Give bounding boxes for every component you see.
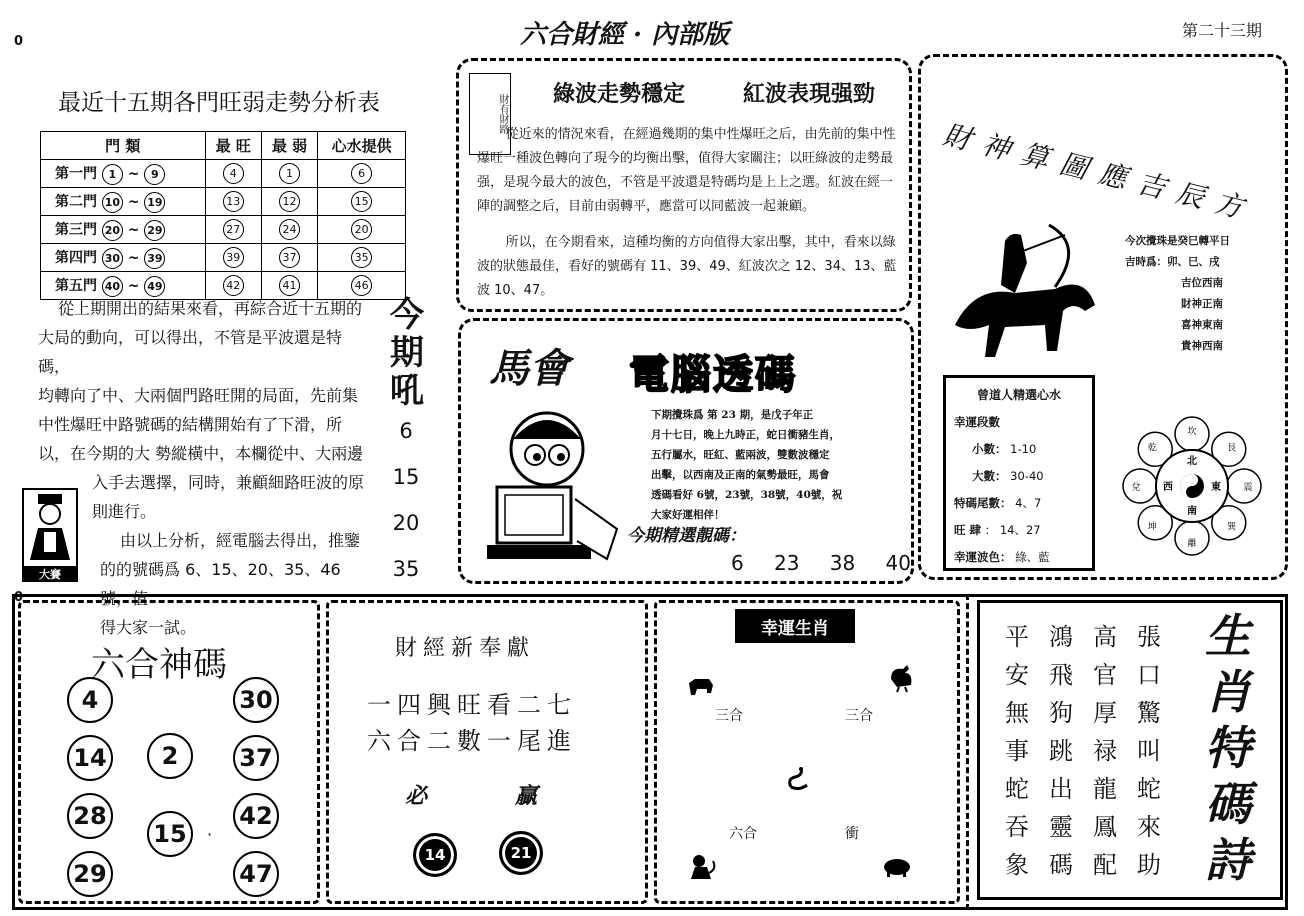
fortune-info-line: 貴神西南	[1181, 340, 1223, 352]
col-header: 心水提供	[318, 132, 406, 160]
poem-title-char: 特	[1205, 721, 1251, 775]
zodiac-label: 三合	[715, 708, 743, 724]
col-header: 最 弱	[261, 132, 317, 160]
lucky-list	[946, 409, 1092, 571]
poem-char: 鴻	[1049, 623, 1073, 651]
today-shout-title	[384, 296, 430, 410]
gate-cell	[41, 188, 206, 216]
poem-char: 事	[1005, 737, 1029, 765]
circled-number: 6	[351, 163, 372, 184]
circled-number: 12	[279, 191, 300, 212]
bagua-direction: 東	[1211, 482, 1221, 493]
poem-char: 跳	[1049, 737, 1073, 765]
poem-title-char: 碼	[1205, 777, 1251, 831]
bagua-compass-icon	[1117, 413, 1267, 559]
god-number: 30	[233, 677, 279, 723]
lucky-value: 綠、藍	[1011, 550, 1050, 564]
bagua-petal-label: 兌	[1131, 483, 1141, 493]
bagua-petal-label: 離	[1187, 539, 1197, 549]
gate-cell	[41, 160, 206, 188]
shout-char: 今	[390, 295, 424, 335]
poem-text	[1005, 618, 1161, 884]
circled-number: 13	[223, 191, 244, 212]
god-number: 29	[67, 851, 113, 897]
circled-number: 1	[279, 163, 300, 184]
lucky-label: 幸運段數	[954, 415, 1000, 429]
poem-title	[1205, 608, 1251, 888]
bagua-petal-label: 乾	[1147, 443, 1157, 454]
poem-char: 平	[1005, 623, 1029, 651]
lucky-ball: 21	[499, 831, 543, 875]
poem-char: 象	[1005, 851, 1029, 879]
table-row	[41, 244, 406, 272]
shout-char: 期	[390, 333, 424, 373]
poem-column	[1005, 618, 1029, 884]
poem-char: 靈	[1049, 813, 1073, 841]
bagua-petal-label: 震	[1243, 483, 1253, 493]
analysis-line: 的的號碼爲 6、15、20、35、46號，值	[100, 560, 341, 608]
fortune-box	[918, 54, 1288, 580]
circled-number: 37	[279, 247, 300, 268]
poem-column	[1093, 618, 1117, 884]
fortune-info	[1117, 231, 1287, 357]
value-cell	[261, 160, 317, 188]
god-number: 42	[233, 793, 279, 839]
value-cell	[205, 244, 261, 272]
ying-char: 贏	[515, 783, 538, 809]
circled-number: 10	[102, 192, 123, 213]
lucky-row	[946, 463, 1092, 490]
circled-number: 20	[102, 220, 123, 241]
wave-paragraph: 從近來的情況來看，在經過幾期的集中性爆旺之后，由先前的集中性爆旺一種波色轉向了現今的均衡出擊，值得大家關注；以旺綠波的走勢最强，是現今最大的波色，不管是平波還是特碼均是上上之選。紅波在經一陣的調整之后，目前由弱轉平，應當可以同藍波一起兼顧。	[477, 127, 896, 214]
lucky-label: 旺 肆	[954, 523, 982, 537]
poem-char: 狗	[1049, 699, 1073, 727]
zodiac-label: 衝	[845, 826, 859, 842]
circled-number: 49	[144, 276, 165, 297]
value-cell	[318, 244, 406, 272]
lucky-panel	[943, 375, 1095, 571]
value-cell	[318, 160, 406, 188]
table-row	[41, 188, 406, 216]
circled-number: 39	[223, 247, 244, 268]
god-number: 2	[147, 733, 193, 779]
pig-icon	[881, 857, 913, 879]
poem-box	[966, 594, 1288, 910]
poem-char: 吞	[1005, 813, 1029, 841]
wave-article-box	[456, 58, 912, 312]
col-header: 最 旺	[205, 132, 261, 160]
archer-horse-icon	[945, 215, 1113, 361]
wealth-stamp: 財有財路	[469, 73, 511, 155]
gate-name: 第二門	[55, 193, 102, 210]
badge-caption: 大賽	[24, 566, 76, 582]
pick-number: 23	[774, 551, 800, 575]
lucky-value: ： 14、27	[981, 523, 1041, 537]
corner-mark: 0	[14, 590, 24, 605]
analysis-line: 則進行。	[92, 502, 157, 521]
shout-number: 6	[399, 419, 413, 443]
snake-icon	[785, 765, 813, 793]
lucky-label: 特碼尾數：	[954, 496, 1012, 510]
circled-number: 41	[279, 275, 300, 296]
poem-char: 碼	[1049, 851, 1073, 879]
circled-number: 40	[102, 276, 123, 297]
computer-pick-box	[458, 318, 914, 584]
value-cell	[261, 188, 317, 216]
computer-line: 五行屬水，旺紅、藍兩波，雙數波穩定	[651, 449, 830, 461]
poem-char: 鳳	[1093, 813, 1117, 841]
lucky-title: 曾道人精選心水	[976, 388, 1061, 402]
circled-number: 20	[351, 219, 372, 240]
poem-char: 安	[1005, 661, 1029, 689]
computer-title-left: 馬會	[489, 345, 569, 392]
poem-title-char: 詩	[1205, 833, 1251, 887]
gate-cell	[41, 244, 206, 272]
ox-icon	[687, 675, 715, 697]
computer-line: 大家好運相伴！	[651, 509, 725, 521]
picks-numbers	[731, 551, 911, 575]
liuhe-god-title: 六合神碼	[91, 645, 227, 685]
poem-title-char: 肖	[1205, 665, 1251, 719]
poem-char: 禄	[1093, 737, 1117, 765]
lucky-label: 幸運波色：	[954, 550, 1012, 564]
poem-title-char: 生	[1205, 609, 1251, 663]
bagua-petal-label: 坎	[1187, 427, 1197, 437]
circled-number: 9	[144, 164, 165, 185]
poem-char: 驚	[1137, 699, 1161, 727]
poem-char: 口	[1137, 661, 1161, 689]
picks-label: 今期精選靚碼：	[627, 526, 746, 546]
god-number: 14	[67, 735, 113, 781]
value-cell	[318, 188, 406, 216]
pick-number: 38	[829, 551, 856, 575]
poem-column	[1049, 618, 1073, 884]
circled-number: 35	[351, 247, 372, 268]
table-row	[41, 216, 406, 244]
bagua-petal-label: 巽	[1227, 522, 1237, 533]
circled-number: 42	[223, 275, 244, 296]
analysis-line: 入手去選擇，同時，兼顧細路旺波的原	[92, 473, 365, 492]
gate-name: 第五門	[55, 277, 102, 294]
dot: ·	[207, 825, 213, 844]
shout-number: 35	[392, 557, 420, 581]
lucky-row	[946, 544, 1092, 571]
lucky-row	[946, 436, 1092, 463]
computer-text	[651, 405, 901, 525]
analysis-line: 由以上分析，經電腦去得出，推鑒	[120, 531, 361, 550]
lucky-value: 4、7	[1011, 496, 1042, 510]
zodiac-label: 三合	[845, 708, 873, 724]
circled-number: 39	[144, 248, 165, 269]
zodiac-label: 六合	[729, 826, 757, 842]
computer-title-right: 電腦透碼	[629, 352, 797, 398]
fortune-info-line: 今次攪珠是癸巳轉平日	[1125, 235, 1230, 247]
gate-name: 第一門	[55, 165, 102, 182]
analysis-line: 中性爆旺中路號碼的結構開始有了下滑，所	[38, 415, 343, 434]
poem-column	[1137, 618, 1161, 884]
wave-paragraph: 所以，在今期看來，這種均衡的方向值得大家出擊，其中，看來以綠波的狀態最佳，看好的號碼有 11、39、49、紅波次之 12、34、13、藍波 10、47。	[477, 235, 897, 298]
poem-char: 蛇	[1005, 775, 1029, 803]
lucky-label: 大數：	[972, 469, 1007, 483]
bagua-petal	[1175, 521, 1209, 555]
rooster-icon	[885, 661, 917, 693]
lucky-row	[946, 517, 1092, 544]
monkey-icon	[687, 853, 717, 883]
gate-cell	[41, 216, 206, 244]
computer-line: 出擊，以西南及正南的氣勢最旺，馬會	[651, 469, 830, 481]
corner-mark: 0	[14, 34, 24, 49]
zodiac-title: 幸運生肖	[735, 609, 855, 643]
pick-number: 40	[885, 551, 911, 575]
range-sep: ~	[122, 277, 145, 294]
liuhe-god-box	[18, 600, 320, 904]
analysis-line: 以，在今期的大 勢縱橫中，本欄從中、大兩邊	[38, 444, 364, 463]
finance-gift-box	[326, 600, 648, 904]
analysis-text	[38, 294, 368, 642]
shout-char: 吼	[390, 371, 424, 411]
poem-char: 飛	[1049, 661, 1073, 689]
god-number: 47	[233, 851, 279, 897]
analysis-line: 大局的動向，可以得出，不管是平波還是特碼，	[38, 328, 343, 376]
lucky-value: 30-40	[1006, 469, 1044, 483]
poem-char: 官	[1093, 661, 1117, 689]
lucky-ball: 14	[413, 833, 457, 877]
value-cell	[318, 216, 406, 244]
bagua-direction: 北	[1187, 456, 1197, 467]
poem-char: 龍	[1093, 775, 1117, 803]
trend-table	[40, 131, 406, 300]
fortune-info-line: 吉位西南	[1181, 277, 1223, 289]
circled-number: 27	[223, 219, 244, 240]
bagua-direction: 南	[1187, 506, 1197, 517]
range-sep: ~	[122, 193, 145, 210]
computer-line: 透碼看好 6號，23號，38號，40號，祝	[651, 489, 843, 501]
poem-char: 配	[1093, 851, 1117, 879]
circled-number: 29	[144, 220, 165, 241]
trend-table-title: 最近十五期各門旺弱走勢分析表	[58, 90, 380, 116]
poem-char: 蛇	[1137, 775, 1161, 803]
computer-line: 下期攪珠爲 第 23 期，是戊子年正	[651, 409, 814, 421]
mascot-badge	[22, 488, 78, 582]
poem-char: 來	[1137, 813, 1161, 841]
zodiac-box	[654, 600, 960, 904]
circled-number: 24	[279, 219, 300, 240]
poem-char: 張	[1137, 623, 1161, 651]
finance-gift-line: 一四興旺看二七	[367, 691, 577, 719]
analysis-line: 得大家一試。	[100, 618, 197, 637]
gate-name: 第三門	[55, 221, 102, 238]
analysis-line: 從上期開出的結果來看，再綜合近十五期的	[58, 299, 363, 318]
circled-number: 30	[102, 248, 123, 269]
poem-char: 厚	[1093, 699, 1117, 727]
lucky-value: 1-10	[1006, 442, 1037, 456]
poem-char: 高	[1093, 623, 1117, 651]
circled-number: 19	[144, 192, 165, 213]
circled-number: 46	[351, 275, 372, 296]
poem-char: 助	[1137, 851, 1161, 879]
finance-gift-title: 財經新奉獻	[395, 636, 536, 661]
fortune-title: 財神算圖應吉辰方	[939, 117, 1259, 228]
finance-gift-line: 六合二數一尾進	[367, 727, 577, 755]
lucky-row	[946, 490, 1092, 517]
poem-char: 無	[1005, 699, 1029, 727]
god-number: 28	[67, 793, 113, 839]
col-header: 門 類	[41, 132, 206, 160]
fortune-info-line: 喜神東南	[1181, 319, 1223, 331]
bi-char: 必	[405, 783, 428, 809]
poem-char: 出	[1049, 775, 1073, 803]
god-number: 37	[233, 735, 279, 781]
value-cell	[205, 188, 261, 216]
value-cell	[205, 216, 261, 244]
gate-name: 第四門	[55, 249, 102, 266]
fortune-info-line: 財神正南	[1181, 298, 1223, 310]
value-cell	[261, 244, 317, 272]
circled-number: 15	[351, 191, 372, 212]
analysis-line: 均轉向了中、大兩個門路旺開的局面，先前集	[38, 386, 359, 405]
computer-line: 月十七日，晚上九時正，蛇日衝豬生肖，	[651, 429, 840, 441]
page-title: 六合財經 · 內部版	[520, 20, 730, 50]
shout-number: 15	[392, 465, 420, 489]
value-cell	[205, 160, 261, 188]
wave-title-left: 綠波走勢穩定	[553, 82, 686, 107]
issue-number: 第二十三期	[1182, 21, 1263, 40]
lucky-label: 小數：	[972, 442, 1007, 456]
fortune-info-line: 吉時爲：卯、巳、戌	[1125, 256, 1220, 268]
poem-char: 叫	[1137, 737, 1161, 765]
range-sep: ~	[122, 221, 145, 238]
pick-number: 6	[731, 551, 744, 575]
circled-number: 1	[102, 164, 123, 185]
table-row	[41, 160, 406, 188]
bagua-petal-label: 艮	[1227, 443, 1237, 454]
deity-icon	[24, 490, 76, 562]
god-number: 4	[67, 677, 113, 723]
shout-number: 20	[392, 511, 420, 535]
god-number: 15	[147, 811, 193, 857]
bagua-direction: 西	[1163, 482, 1173, 493]
computer-mascot-icon	[477, 409, 627, 569]
lucky-row	[946, 409, 1092, 436]
circled-number: 4	[223, 163, 244, 184]
wave-title-right: 紅波表現强勁	[743, 82, 876, 107]
bagua-petal-label: 坤	[1147, 522, 1157, 533]
range-sep: ~	[122, 165, 145, 182]
value-cell	[261, 216, 317, 244]
range-sep: ~	[122, 249, 145, 266]
today-shout-numbers	[378, 408, 434, 592]
